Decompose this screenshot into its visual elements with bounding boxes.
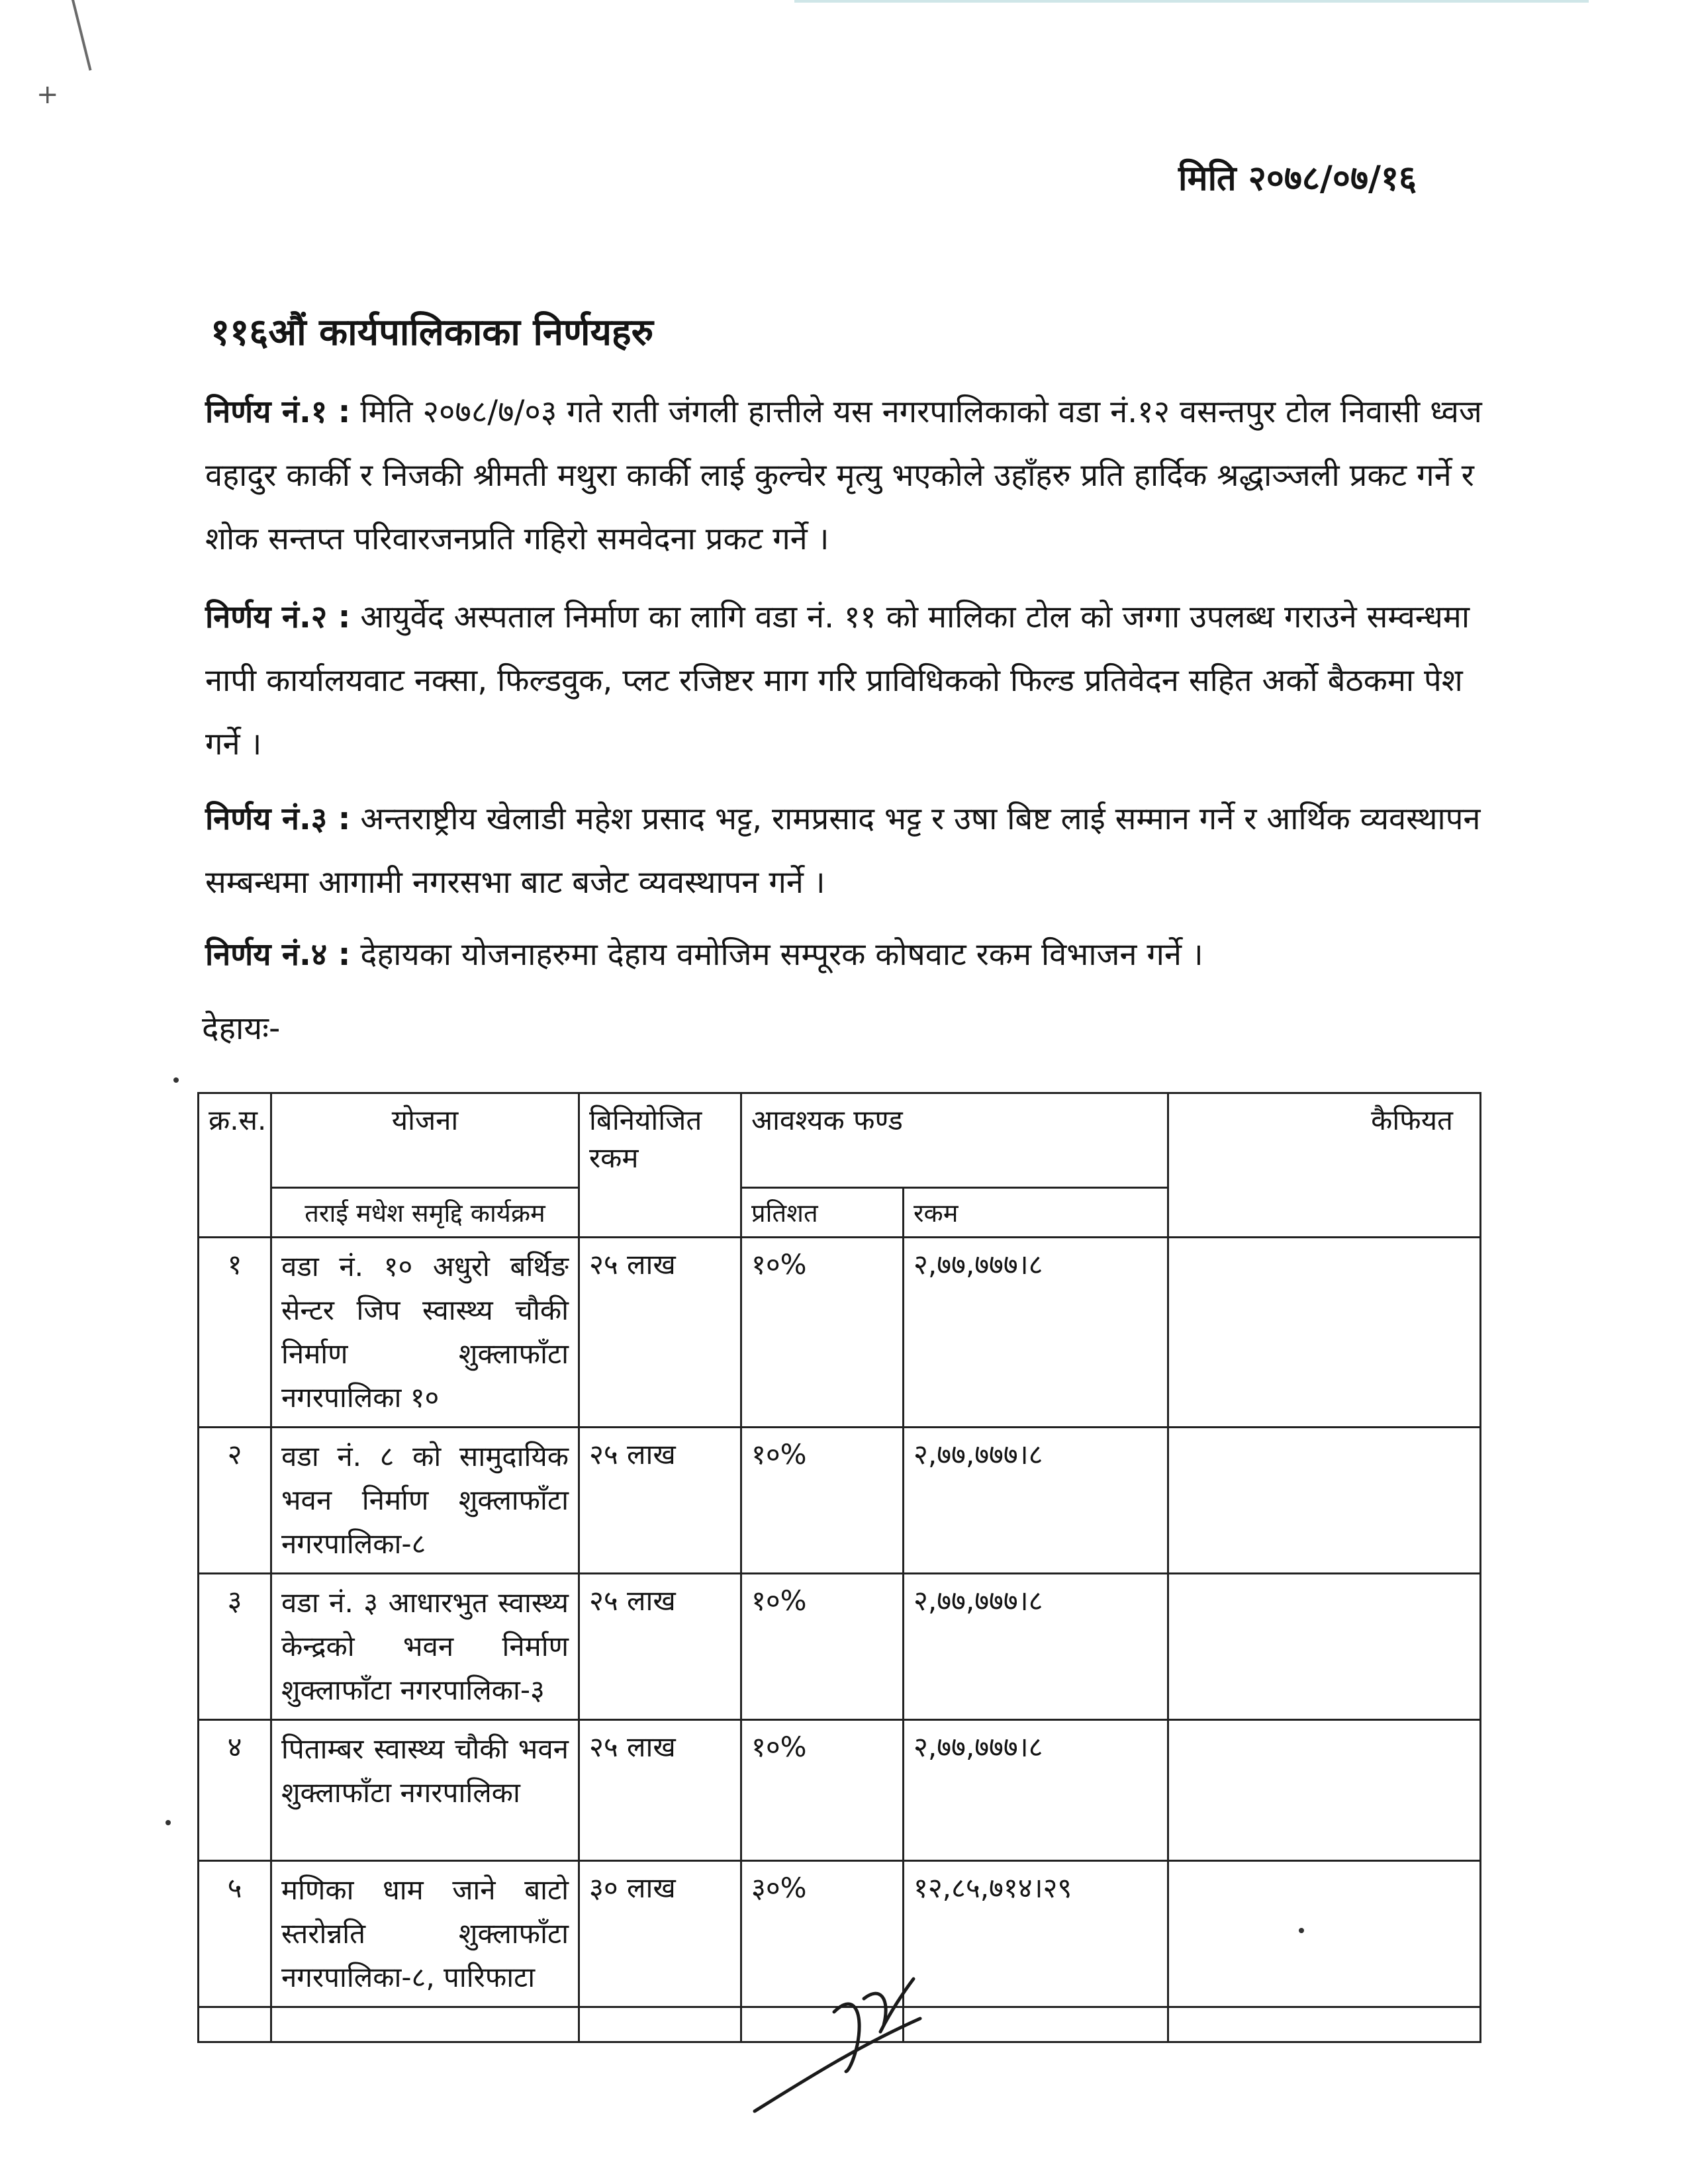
scan-edge-line xyxy=(794,0,1589,3)
scan-speck xyxy=(1299,1928,1304,1933)
decision-4 xyxy=(205,923,1503,987)
header-percent: प्रतिशत xyxy=(741,1188,904,1238)
decision-text: देहायका योजनाहरुमा देहाय वमोजिम सम्पूरक कोषवाट रकम विभाजन गर्ने । xyxy=(360,936,1203,973)
cell-invested: २५ लाख xyxy=(579,1428,741,1574)
cell-remarks xyxy=(1168,1238,1481,1428)
cell-plan: पिताम्बर स्वास्थ्य चौकी भवन शुक्लाफाँटा नगरपालिका xyxy=(271,1720,579,1861)
allocation-table xyxy=(197,1092,1481,2043)
cell-remarks xyxy=(1168,1861,1481,2007)
empty-cell xyxy=(271,2007,579,2042)
cell-remarks xyxy=(1168,1574,1481,1720)
cell-percent: १०% xyxy=(741,1238,904,1428)
empty-cell xyxy=(199,2007,271,2042)
decision-text: आयुर्वेद अस्पताल निर्माण का लागि वडा नं. ११ को मालिका टोल को जग्गा उपलब्ध गराउने सम्वन्धमा नापी कार्यालयवाट नक्सा, फिल्डवुक, प्लट रजिष्टर माग गरि प्राविधिकको फिल्ड प्रतिवेदन सहित अर्को बैठकमा पेश गर्ने । xyxy=(205,599,1470,762)
schedule-label: देहायः- xyxy=(202,1010,281,1047)
table-row xyxy=(199,1574,1481,1720)
cell-amount: २,७७,७७७।८ xyxy=(904,1238,1168,1428)
cell-amount: १२,८५,७१४।२९ xyxy=(904,1861,1168,2007)
cell-percent: १०% xyxy=(741,1720,904,1861)
signature xyxy=(748,1972,986,2124)
header-amount: रकम xyxy=(904,1188,1168,1238)
cell-remarks xyxy=(1168,1720,1481,1861)
cell-plan: वडा नं. ३ आधारभुत स्वास्थ्य केन्द्रको भवन निर्माण शुक्लाफाँटा नगरपालिका-३ xyxy=(271,1574,579,1720)
header-sn: क्र.स. xyxy=(199,1093,271,1238)
cell-percent: १०% xyxy=(741,1428,904,1574)
cell-sn: १ xyxy=(199,1238,271,1428)
program-name: तराई मधेश समृद्दि कार्यक्रम xyxy=(271,1188,579,1238)
scan-mark xyxy=(71,0,91,71)
cell-sn: ४ xyxy=(199,1720,271,1861)
table-row xyxy=(199,1720,1481,1861)
decision-2 xyxy=(205,586,1503,776)
empty-cell xyxy=(1168,2007,1481,2042)
page-title: ११६औं कार्यपालिकाका निर्णयहरु xyxy=(211,311,654,354)
header-fund: आवश्यक फण्ड xyxy=(741,1093,1168,1188)
cell-amount: २,७७,७७७।८ xyxy=(904,1428,1168,1574)
decision-label: निर्णय नं.२ : xyxy=(205,599,351,635)
scan-speck xyxy=(165,1820,171,1825)
header-remarks: कैफियत xyxy=(1168,1093,1481,1238)
decision-text: अन्तराष्ट्रीय खेलाडी महेश प्रसाद भट्ट, रामप्रसाद भट्ट र उषा बिष्ट लाई सम्मान गर्ने र आर्थिक व्यवस्थापन सम्बन्धमा आगामी नगरसभा बाट बजेट व्यवस्थापन गर्ने । xyxy=(205,801,1481,901)
cell-invested: ३० लाख xyxy=(579,1861,741,2007)
table-row xyxy=(199,1238,1481,1428)
cell-invested: २५ लाख xyxy=(579,1574,741,1720)
table-row xyxy=(199,1428,1481,1574)
cell-remarks xyxy=(1168,1428,1481,1574)
cell-sn: ३ xyxy=(199,1574,271,1720)
crop-mark-icon: + xyxy=(36,79,59,110)
header-invested: बिनियोजित रकम xyxy=(579,1093,741,1238)
empty-cell xyxy=(579,2007,741,2042)
cell-plan: वडा नं. १० अधुरो बर्थिङ सेन्टर जिप स्वास्थ्य चौकी निर्माण शुक्लाफाँटा नगरपालिका १० xyxy=(271,1238,579,1428)
cell-invested: २५ लाख xyxy=(579,1720,741,1861)
cell-invested: २५ लाख xyxy=(579,1238,741,1428)
cell-amount: २,७७,७७७।८ xyxy=(904,1720,1168,1861)
table-header-row xyxy=(199,1093,1481,1188)
scan-speck xyxy=(173,1077,179,1083)
decision-3 xyxy=(205,788,1503,915)
cell-percent: १०% xyxy=(741,1574,904,1720)
decision-label: निर्णय नं.१ : xyxy=(205,394,351,430)
cell-sn: ५ xyxy=(199,1861,271,2007)
cell-amount: २,७७,७७७।८ xyxy=(904,1574,1168,1720)
cell-plan: मणिका धाम जाने बाटो स्तरोन्नति शुक्लाफाँटा नगरपालिका-८, पारिफाटा xyxy=(271,1861,579,2007)
decision-label: निर्णय नं.४ : xyxy=(205,936,351,973)
cell-plan: वडा नं. ८ को सामुदायिक भवन निर्माण शुक्लाफाँटा नगरपालिका-८ xyxy=(271,1428,579,1574)
cell-sn: २ xyxy=(199,1428,271,1574)
decision-text: मिति २०७८/७/०३ गते राती जंगली हात्तीले यस नगरपालिकाको वडा नं.१२ वसन्तपुर टोल निवासी ध्वज वहादुर कार्की र निजकी श्रीमती मथुरा कार्की लाई कुल्चेर मृत्यु भएकोले उहाँहरु प्रति हार्दिक श्रद्धाञ्जली प्रकट गर्ने र शोक सन्तप्त परिवारजनप्रति गहिरो समवेदना प्रकट गर्ने । xyxy=(205,394,1482,557)
decision-label: निर्णय नं.३ : xyxy=(205,801,351,837)
header-plan: योजना xyxy=(271,1093,579,1188)
document-date: मिति २०७८/०७/१६ xyxy=(1178,159,1417,199)
cell-percent: ३०% xyxy=(741,1861,904,2007)
decision-1 xyxy=(205,381,1503,571)
